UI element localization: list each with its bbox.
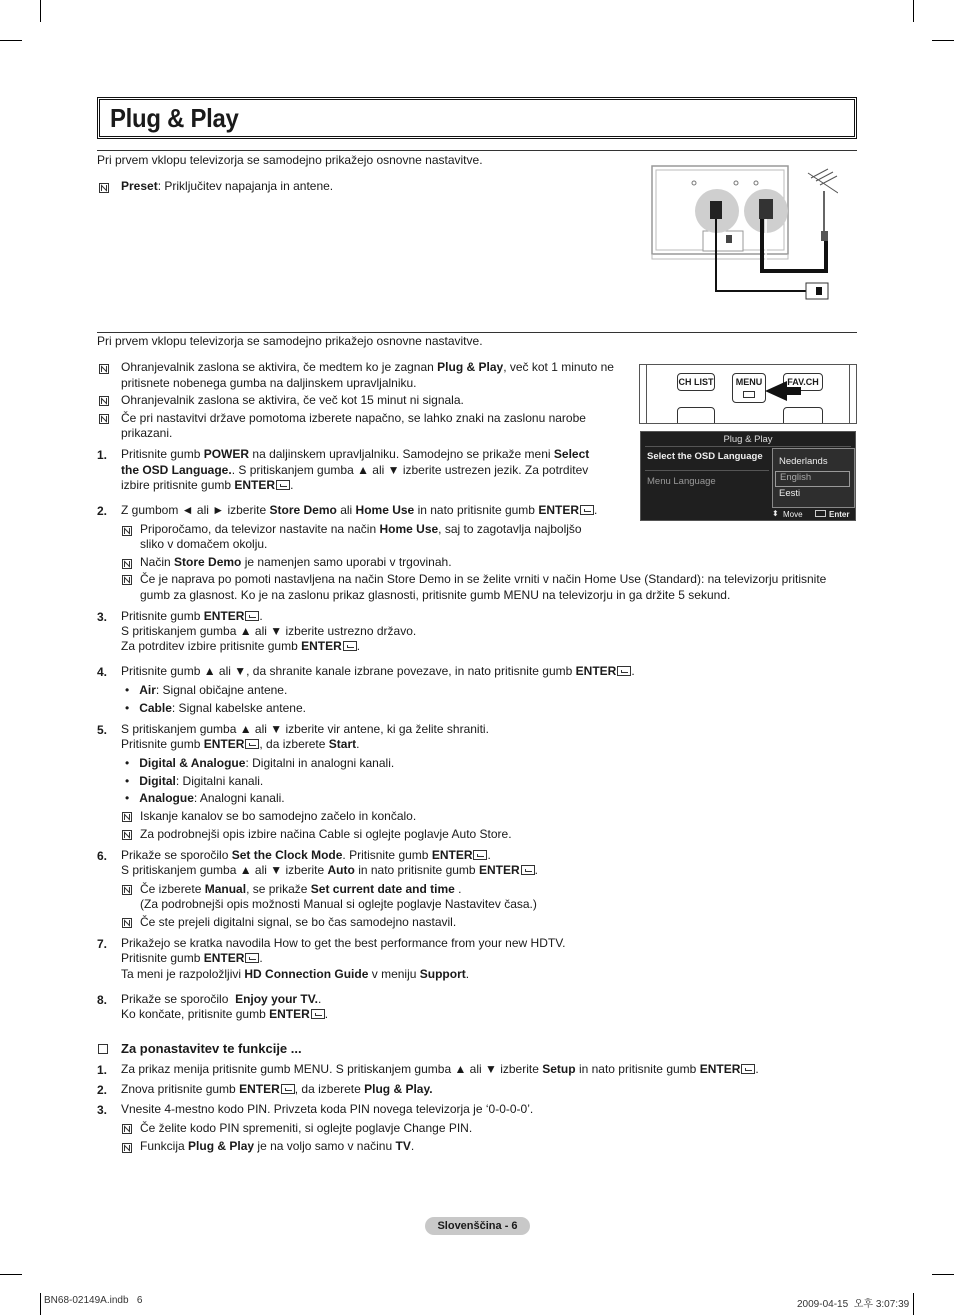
reset-step-1: Za prikaz menija pritisnite gumb MENU. S pritiskanjem gumba ▲ ali ▼ izberite Setup in nato pritisnite gumb ENTER .	[121, 1062, 759, 1076]
fav-ch-key: FAV.CH	[783, 373, 823, 391]
slug-file: BN68-02149A.indb 6	[44, 1295, 143, 1306]
reset-step-2: Znova pritisnite gumb ENTER , da izberete Plug & Play.	[121, 1082, 433, 1096]
updown-icon: ⬍	[772, 509, 779, 518]
note-screensaver: Ohranjevalnik zaslona se aktivira, če medtem ko je zagnan Plug & Play, več kot 1 minuto ne	[121, 360, 614, 374]
osd-title: Plug & Play	[723, 434, 773, 445]
crop-mark	[40, 0, 41, 22]
enter-icon	[473, 850, 487, 860]
crop-mark	[0, 40, 22, 41]
step-6-line: Prikaže se sporočilo Set the Clock Mode. Pritisnite gumb ENTER .	[121, 848, 491, 862]
step-number: 8.	[97, 993, 108, 1007]
note-icon	[122, 575, 132, 585]
step-number: 4.	[97, 665, 108, 679]
enter-icon	[276, 480, 290, 490]
bullet-item: • Digital & Analogue: Digitalni in analogni kanali.	[125, 756, 395, 770]
step-number: 1.	[97, 448, 108, 462]
step-1-line: Pritisnite gumb POWER na daljinskem upravljalniku. Samodejno se prikaže meni Select	[121, 447, 590, 461]
step-2-line: Z gumbom ◄ ali ► izberite Store Demo ali Home Use in nato pritisnite gumb ENTER .	[121, 503, 598, 517]
note-icon	[99, 396, 109, 406]
note-line: pritisnete nobenega gumba na daljinskem upravljalniku.	[121, 376, 417, 390]
step-5-note: Za podrobnejši opis izbire načina Cable si oglejte poglavje Auto Store.	[140, 827, 512, 841]
bullet-item: • Digital: Digitalni kanali.	[125, 774, 264, 788]
page-title: Plug & Play	[110, 102, 239, 133]
crop-mark	[40, 1293, 41, 1315]
remote-illustration	[639, 364, 857, 424]
intro-text-2: Pri prvem vklopu televizorja se samodejno prikažejo osnovne nastavitve.	[97, 334, 483, 348]
bullet-item: • Cable: Signal kabelske antene.	[125, 701, 306, 715]
step-5-note: Iskanje kanalov se bo samodejno začelo in končalo.	[140, 809, 417, 823]
divider	[97, 150, 857, 151]
step-6-line: S pritiskanjem gumba ▲ ali ▼ izberite Auto in nato pritisnite gumb ENTER .	[121, 863, 538, 877]
checkbox-icon	[98, 1044, 108, 1054]
intro-text: Pri prvem vklopu televizorja se samodejno prikažejo osnovne nastavitve.	[97, 153, 483, 167]
menu-key: MENU	[732, 373, 766, 403]
note-icon	[99, 364, 109, 374]
step-5-line: S pritiskanjem gumba ▲ ali ▼ izberite vir antene, ki ga želite shraniti.	[121, 722, 489, 736]
note-icon	[122, 1124, 132, 1134]
step-6-note: Če izberete Manual, se prikaže Set current date and time .	[140, 882, 462, 896]
step-7-line: Prikažejo se kratka navodila How to get the best performance from your new HDTV.	[121, 936, 566, 950]
osd-bottom-bar: ⬍ Move Enter	[772, 509, 850, 519]
tv-antenna-illustration	[648, 163, 838, 303]
reset-heading: Za ponastavitev te funkcije ...	[121, 1041, 302, 1056]
step-2-note: gumb za glasnost. Ko je na zaslonu prikaz glasnosti, pritisnite gumb MENU na televizorju in ga držite 5 sekund.	[140, 588, 731, 602]
page-number-badge: Slovenščina - 6	[425, 1217, 530, 1235]
crop-mark	[913, 1293, 914, 1315]
step-4-line: Pritisnite gumb ▲ ali ▼, da shranite kanale izbrane povezave, in nato pritisnite gumb ENTER .	[121, 664, 635, 678]
reset-note: Funkcija Plug & Play je na voljo samo v načinu TV.	[140, 1139, 415, 1153]
note-line: prikazani.	[121, 426, 173, 440]
step-2-note: Če je naprava po pomoti nastavljena na način Store Demo in se želite vrniti v način Home Use (Standard): na televizorju pritisnite	[140, 572, 827, 586]
osd-option-selected: English	[775, 471, 850, 487]
step-2-note: sliko v domačem okolju.	[140, 537, 268, 551]
enter-icon	[580, 505, 594, 515]
step-3-line: S pritiskanjem gumba ▲ ali ▼ izberite ustrezno državo.	[121, 624, 417, 638]
enter-icon	[617, 666, 631, 676]
arrow-left-icon	[765, 379, 805, 403]
enter-icon	[311, 1009, 325, 1019]
note-icon	[99, 183, 109, 193]
step-1-line: izbire pritisnite gumb ENTER .	[121, 478, 294, 492]
osd-language-list	[772, 448, 855, 508]
step-1-line: the OSD Language.. S pritiskanjem gumba ▲ ali ▼ izberite ustrezen jezik. Za potrditev	[121, 463, 589, 477]
note-icon	[122, 918, 132, 928]
enter-icon	[521, 865, 535, 875]
step-2-note: Priporočamo, da televizor nastavite na način Home Use, saj to zagotavlja najboljšo	[140, 522, 582, 536]
crop-mark	[0, 1274, 22, 1275]
note-line: Če pri nastavitvi države pomotoma izberete napačno, se lahko znaki na zaslonu narobe	[121, 411, 586, 425]
step-8-line: Ko končate, pritisnite gumb ENTER .	[121, 1007, 329, 1021]
step-number: 3.	[97, 1103, 108, 1117]
note-icon	[122, 1143, 132, 1153]
enter-icon	[245, 611, 259, 621]
slug-date: 2009-04-15 오후 3:07:39	[797, 1299, 910, 1310]
note-icon	[122, 885, 132, 895]
step-number: 5.	[97, 723, 108, 737]
step-2-note: Način Store Demo je namenjen samo uporabi v trgovinah.	[140, 555, 452, 569]
step-number: 6.	[97, 849, 108, 863]
step-6-note: (Za podrobnejši opis možnosti Manual si oglejte poglavje Nastavitev časa.)	[140, 897, 537, 911]
step-number: 1.	[97, 1063, 108, 1077]
enter-icon	[741, 1064, 755, 1074]
bullet-item: • Analogue: Analogni kanali.	[125, 791, 285, 805]
enter-icon	[245, 953, 259, 963]
step-number: 2.	[97, 1083, 108, 1097]
step-5-line: Pritisnite gumb ENTER , da izberete Start.	[121, 737, 360, 751]
note-icon	[122, 559, 132, 569]
enter-icon	[281, 1084, 295, 1094]
osd-option: Eesti	[779, 488, 801, 499]
preset-note: Preset: Priključitev napajanja in antene.	[121, 179, 334, 193]
osd-screen	[640, 431, 856, 521]
page-title-box	[97, 97, 857, 139]
ch-list-key: CH LIST	[677, 373, 715, 391]
step-8-line: Prikaže se sporočilo Enjoy your TV..	[121, 992, 322, 1006]
step-number: 3.	[97, 610, 108, 624]
step-6-note: Če ste prejeli digitalni signal, se bo čas samodejno nastavil.	[140, 915, 457, 929]
osd-menu-language: Menu Language	[647, 476, 716, 487]
step-7-line: Pritisnite gumb ENTER .	[121, 951, 263, 965]
reset-step-3: Vnesite 4-mestno kodo PIN. Privzeta koda PIN novega televizorja je ‘0-0-0-0’.	[121, 1102, 534, 1116]
step-3-line: Za potrditev izbire pritisnite gumb ENTER .	[121, 639, 361, 653]
crop-mark	[932, 40, 954, 41]
step-number: 2.	[97, 504, 108, 518]
note-icon	[122, 526, 132, 536]
reset-note: Če želite kodo PIN spremeniti, si oglejte poglavje Change PIN.	[140, 1121, 473, 1135]
osd-select-language: Select the OSD Language	[647, 451, 763, 462]
crop-mark	[932, 1274, 954, 1275]
bullet-item: • Air: Signal običajne antene.	[125, 683, 288, 697]
enter-icon	[343, 641, 357, 651]
divider	[97, 332, 857, 333]
step-3-line: Pritisnite gumb ENTER .	[121, 609, 263, 623]
step-7-line: Ta meni je razpoložljivi HD Connection Guide v meniju Support.	[121, 967, 470, 981]
note-icon	[122, 830, 132, 840]
osd-option: Nederlands	[779, 456, 828, 467]
enter-icon	[815, 510, 826, 517]
note-icon	[99, 414, 109, 424]
enter-icon	[245, 739, 259, 749]
note-line: Ohranjevalnik zaslona se aktivira, če več kot 15 minut ni signala.	[121, 393, 464, 407]
step-number: 7.	[97, 937, 108, 951]
crop-mark	[913, 0, 914, 22]
note-icon	[122, 812, 132, 822]
